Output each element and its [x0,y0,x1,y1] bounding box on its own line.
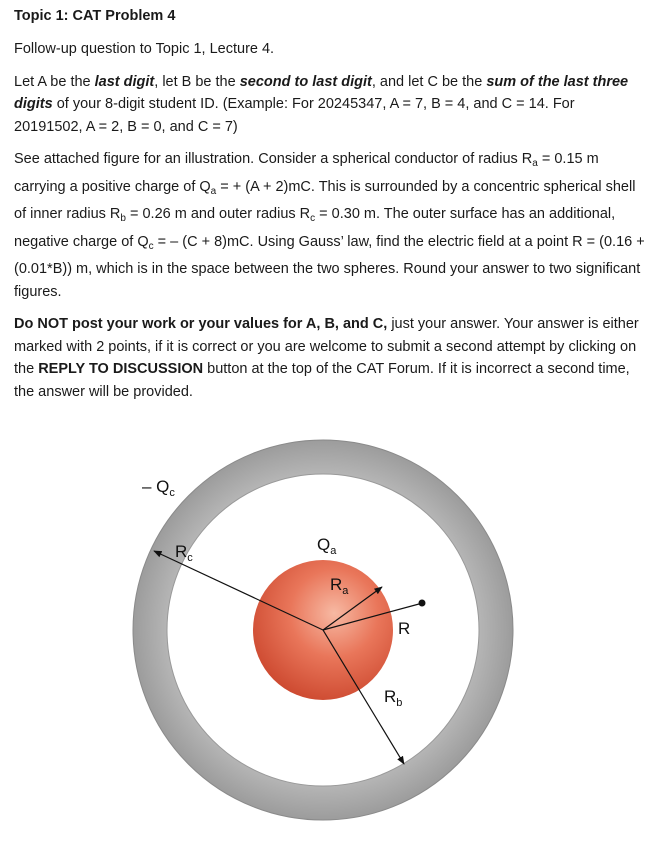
ra-label: $R_a$ [330,575,349,597]
document [14,8,646,413]
field-point [419,600,426,607]
rb-label: $R_b$ [384,687,403,709]
r-label: R [398,619,411,638]
spherical-conductor-figure [112,432,542,847]
page-title: Topic 1: CAT Problem 4 [14,8,176,24]
instructions-paragraph: Do NOT post your work or your values for A, B, and C, just your answer. Your answer is either marked with 2 points, if it is correct or you are welcome to submit a second attempt by clicking on the REPLY TO DISCUSSION button at the top of the CAT Forum. If it is incorrect a second time, the answer will be provided. [14,316,639,400]
qa-label: $Q_a$ [317,535,337,557]
definitions-paragraph: Let A be the last digit, let B be the second to last digit, and let C be the sum of the last three digits of your 8-digit student ID. (Example: For 20245347, A = 7, B = 4, and C = 14. For 20191502, A = 2, B = 0, and C = 7) [14,73,629,135]
rc-label: $R_c$ [175,542,193,564]
problem-paragraph: See attached figure for an illustration. Consider a spherical conductor of radius $R_a = 0.15$ m carrying a positive charge of $Q_a$ = + (A + 2)mC. This is surrounded by a concentric spherical shell of inner radius $R_b = 0.26$ m and outer radius $R_c = 0.30$ m. The outer surface has an additional, negative charge of $Q_c$ = – (C + 8)mC. Using Gauss’ law, find the electric field at a point R = (0.16 + (0.01*B)) m, which is in the space between the two spheres. Round your answer to two significant figures. [14,151,645,300]
intro-text: Follow-up question to Topic 1, Lecture 4. [14,41,275,57]
qc-label: – $Q_c$ [142,477,175,499]
figure-svg [112,432,542,847]
